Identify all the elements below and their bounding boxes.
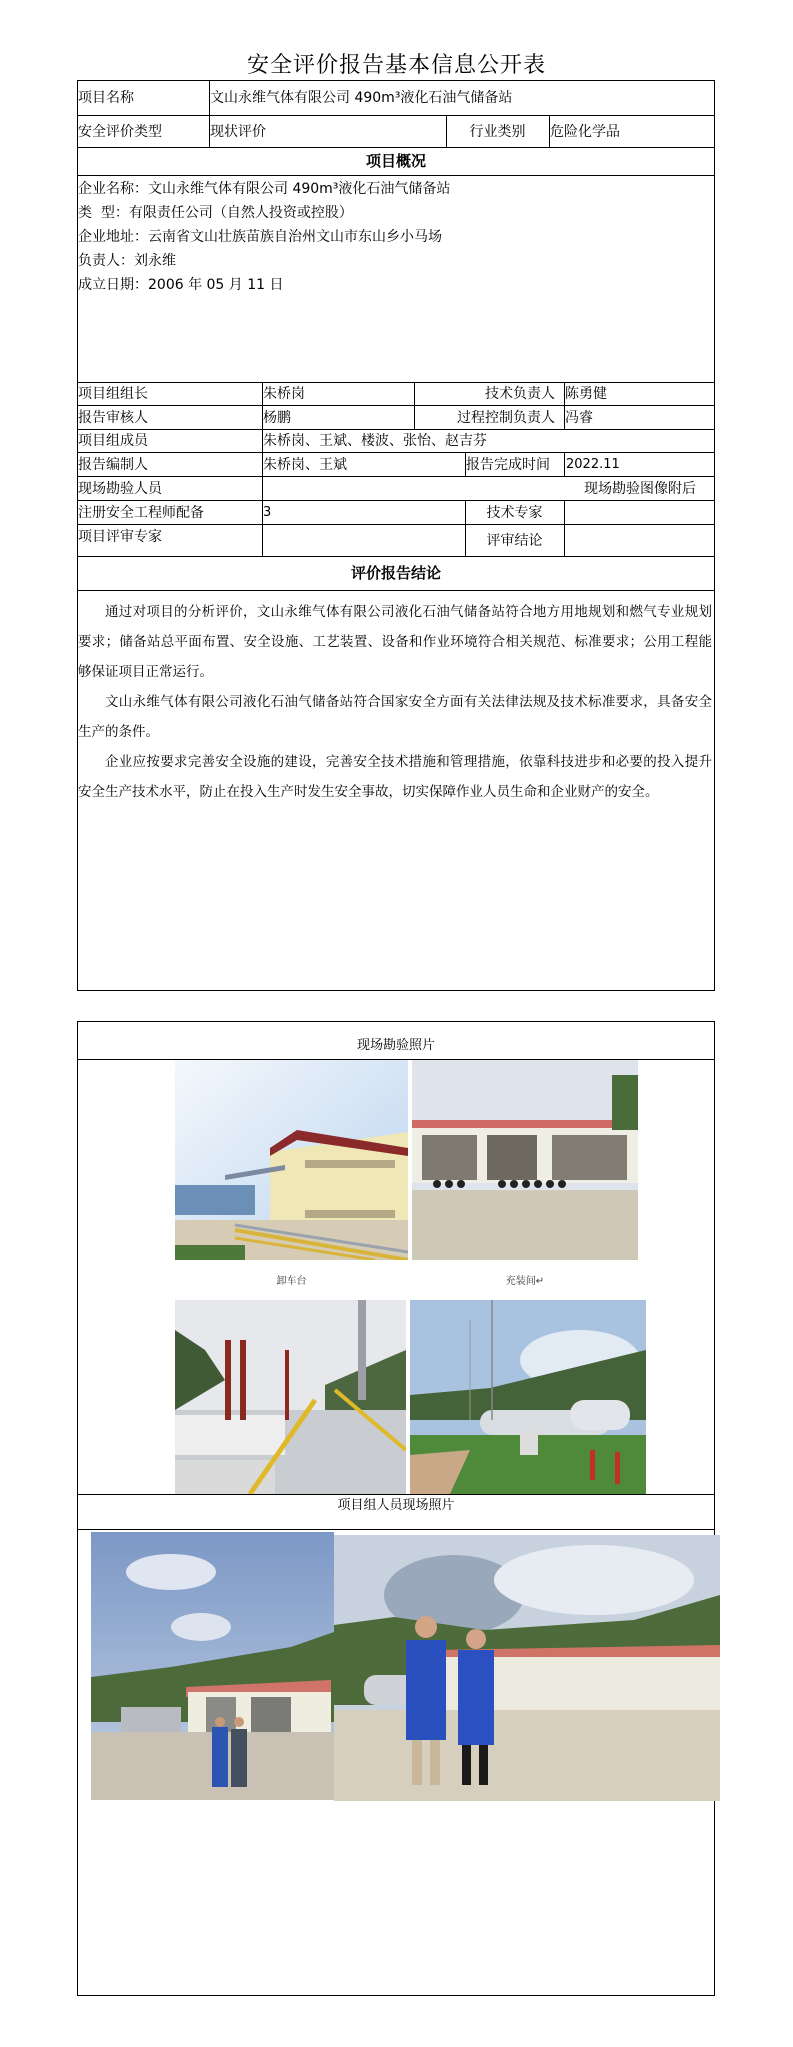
overview-address: 企业地址：云南省文山壮族苗族自治州文山市东山乡小马场 — [78, 229, 442, 245]
completion-label: 报告完成时间 — [466, 456, 550, 473]
overview-owner: 负责人：刘永维 — [78, 253, 176, 269]
reviewer-value: 杨鹏 — [263, 409, 291, 426]
engineers-label: 注册安全工程师配备 — [78, 504, 204, 521]
members-value: 朱桥岗、王斌、楼波、张怡、赵吉芬 — [263, 433, 487, 449]
overview-type: 类 型：有限责任公司（自然人投资或控股） — [78, 205, 353, 221]
process-lead-value: 冯睿 — [565, 409, 593, 426]
page-title: 安全评价报告基本信息公开表 — [246, 53, 546, 78]
review-conclusion-label: 评审结论 — [486, 532, 543, 549]
photo-filling-room — [412, 1060, 638, 1260]
photo-tank-pipes — [175, 1300, 406, 1494]
overview-company: 企业名称：文山永维气体有限公司 490m³液化石油气储备站 — [78, 181, 451, 197]
overview-established: 成立日期：2006 年 05 月 11 日 — [78, 277, 284, 293]
review-expert-value — [263, 525, 463, 556]
tech-expert-label: 技术专家 — [486, 504, 543, 521]
tech-lead-label: 技术负责人 — [485, 386, 555, 402]
author-label: 报告编制人 — [78, 456, 148, 473]
photo-storage-tanks — [410, 1300, 646, 1494]
overview-heading: 项目概况 — [365, 152, 426, 170]
photo-unloading-platform — [175, 1060, 408, 1260]
conclusion-paragraph-3: 企业应按要求完善安全设施的建设，完善安全技术措施和管理措施，依靠科技进步和必要的投入提升安全生产技术水平，防止在投入生产时发生安全事故，切实保障作业人员生命和企业财产的安全。 — [78, 754, 712, 800]
eval-type-label: 安全评价类型 — [78, 123, 162, 140]
conclusion-paragraph-1: 通过对项目的分析评价，文山永维气体有限公司液化石油气储备站符合地方用地规划和燃气专业规划要求；储备站总平面布置、安全设施、工艺装置、设备和作业环境符合相关规范、标准要求；公用工程能够保证项目正常运行。 — [78, 604, 712, 680]
leader-value: 朱桥岗 — [263, 386, 305, 402]
caption-filling-room: 充装间↵ — [505, 1276, 545, 1287]
reviewer-label: 报告审核人 — [78, 409, 148, 426]
conclusion-body — [78, 597, 712, 807]
conclusion-heading: 评价报告结论 — [350, 564, 441, 582]
process-lead-label: 过程控制负责人 — [457, 409, 555, 426]
review-expert-label: 项目评审专家 — [78, 529, 162, 545]
site-staff-note: 现场勘验图像附后 — [584, 480, 696, 497]
members-label: 项目组成员 — [78, 433, 148, 449]
tech-expert-value — [565, 501, 713, 524]
photo-team-staff-2 — [334, 1535, 720, 1801]
site-photos-heading: 现场勘验照片 — [356, 1038, 435, 1053]
overview-block — [78, 177, 708, 297]
author-value: 朱桥岗、王斌 — [263, 456, 347, 473]
engineers-value: 3 — [263, 505, 272, 520]
eval-type-value: 现状评价 — [210, 123, 266, 140]
industry-value: 危险化学品 — [550, 123, 620, 140]
completion-value: 2022.11 — [566, 457, 620, 472]
conclusion-paragraph-2: 文山永维气体有限公司液化石油气储备站符合国家安全方面有关法律法规及技术标准要求，具备安全生产的条件。 — [78, 694, 712, 740]
caption-unloading-platform: 卸车台 — [276, 1276, 307, 1287]
site-staff-label: 现场勘验人员 — [78, 480, 162, 497]
review-conclusion-value — [565, 525, 713, 556]
tech-lead-value: 陈勇健 — [565, 386, 607, 402]
leader-label: 项目组组长 — [78, 386, 148, 402]
project-name-label: 项目名称 — [78, 90, 134, 106]
photo-team-staff-1 — [91, 1532, 334, 1800]
team-photos-heading: 项目组人员现场照片 — [337, 1497, 455, 1513]
project-name-value: 文山永维气体有限公司 490m³液化石油气储备站 — [210, 90, 513, 106]
industry-label: 行业类别 — [469, 123, 526, 140]
